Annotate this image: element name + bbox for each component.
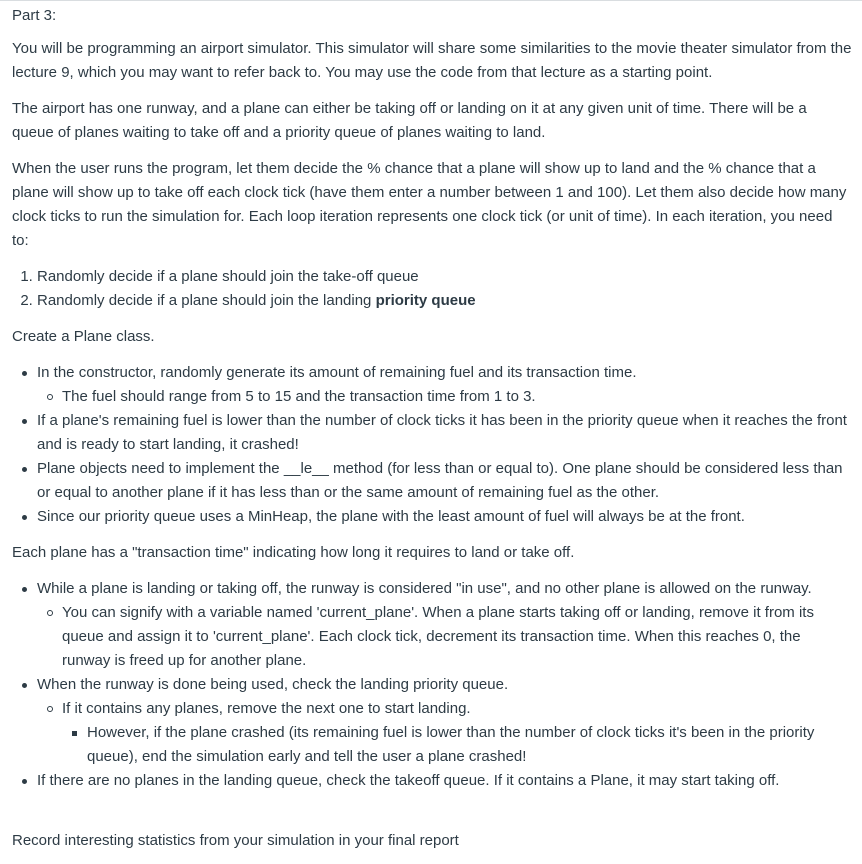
list-item <box>37 577 852 673</box>
step-text: Randomly decide if a plane should join the take-off queue <box>37 268 419 285</box>
runway-rules-list <box>0 577 852 793</box>
list-item <box>37 505 852 529</box>
list-item <box>37 289 852 313</box>
list-item <box>62 601 852 673</box>
list-item <box>62 697 852 769</box>
done-sublist <box>37 697 852 769</box>
bullet-text: Plane objects need to implement the __le__ method (for less than or equal to). One plane should be considered less than or equal to another plane if it has less than or the same amount of remaining fuel as the other. <box>37 460 843 501</box>
constructor-sublist <box>37 385 852 409</box>
list-item <box>37 361 852 409</box>
priority-queue-emphasis: priority queue <box>375 292 476 309</box>
transaction-time-paragraph: Each plane has a "transaction time" indicating how long it requires to land or take off. <box>12 544 575 561</box>
bullet-text: If it contains any planes, remove the next one to start landing. <box>62 700 471 717</box>
list-item <box>37 457 852 505</box>
iteration-steps-list <box>0 265 852 313</box>
bullet-text: However, if the plane crashed (its remaining fuel is lower than the number of clock ticks it's been in the priority queue), end the simulation early and tell the user a plane crashed! <box>87 724 815 765</box>
bullet-text: The fuel should range from 5 to 15 and the transaction time from 1 to 3. <box>62 388 536 405</box>
list-item <box>37 673 852 769</box>
create-plane-paragraph: Create a Plane class. <box>12 328 155 345</box>
intro-paragraph: You will be programming an airport simulator. This simulator will share some similarities to the movie theater simulator from the lecture 9, which you may want to refer back to. You may use the code from that lecture as a starting point. <box>12 40 852 81</box>
list-item <box>37 769 852 793</box>
step-text: Randomly decide if a plane should join the landing <box>37 292 376 309</box>
bullet-text: Since our priority queue uses a MinHeap, the plane with the least amount of fuel will always be at the front. <box>37 508 745 525</box>
plane-class-list <box>0 361 852 529</box>
contains-sublist <box>62 721 852 769</box>
bullet-text: If there are no planes in the landing queue, check the takeoff queue. If it contains a Plane, it may start taking off. <box>37 772 780 789</box>
in-use-sublist <box>37 601 852 673</box>
bullet-text: You can signify with a variable named 'current_plane'. When a plane starts taking off or landing, remove it from its queue and assign it to 'current_plane'. Each clock tick, decrement its transaction time. When this reaches 0, the runway is freed up for another plane. <box>62 604 814 669</box>
top-divider <box>0 0 862 1</box>
final-report-paragraph: Record interesting statistics from your simulation in your final report <box>12 832 459 849</box>
list-item <box>37 409 852 457</box>
list-item <box>62 385 852 409</box>
user-input-paragraph: When the user runs the program, let them decide the % chance that a plane will show up to land and the % chance that a plane will show up to take off each clock tick (have them enter a number between 1 and 100). Let them also decide how many clock ticks to run the simulation for. Each loop iteration represents one clock tick (or unit of time). In each iteration, you need to: <box>12 160 847 249</box>
part-heading: Part 3: <box>12 7 57 24</box>
list-item <box>87 721 852 769</box>
runway-paragraph: The airport has one runway, and a plane can either be taking off or landing on it at any given unit of time. There will be a queue of planes waiting to take off and a priority queue of planes waiting to land. <box>12 100 807 141</box>
bullet-text: When the runway is done being used, check the landing priority queue. <box>37 676 509 693</box>
bullet-text: If a plane's remaining fuel is lower than the number of clock ticks it has been in the priority queue when it reaches the front and is ready to start landing, it crashed! <box>37 412 847 453</box>
list-item <box>37 265 852 289</box>
bullet-text: In the constructor, randomly generate its amount of remaining fuel and its transaction time. <box>37 364 637 381</box>
bullet-text: While a plane is landing or taking off, the runway is considered "in use", and no other plane is allowed on the runway. <box>37 580 812 597</box>
